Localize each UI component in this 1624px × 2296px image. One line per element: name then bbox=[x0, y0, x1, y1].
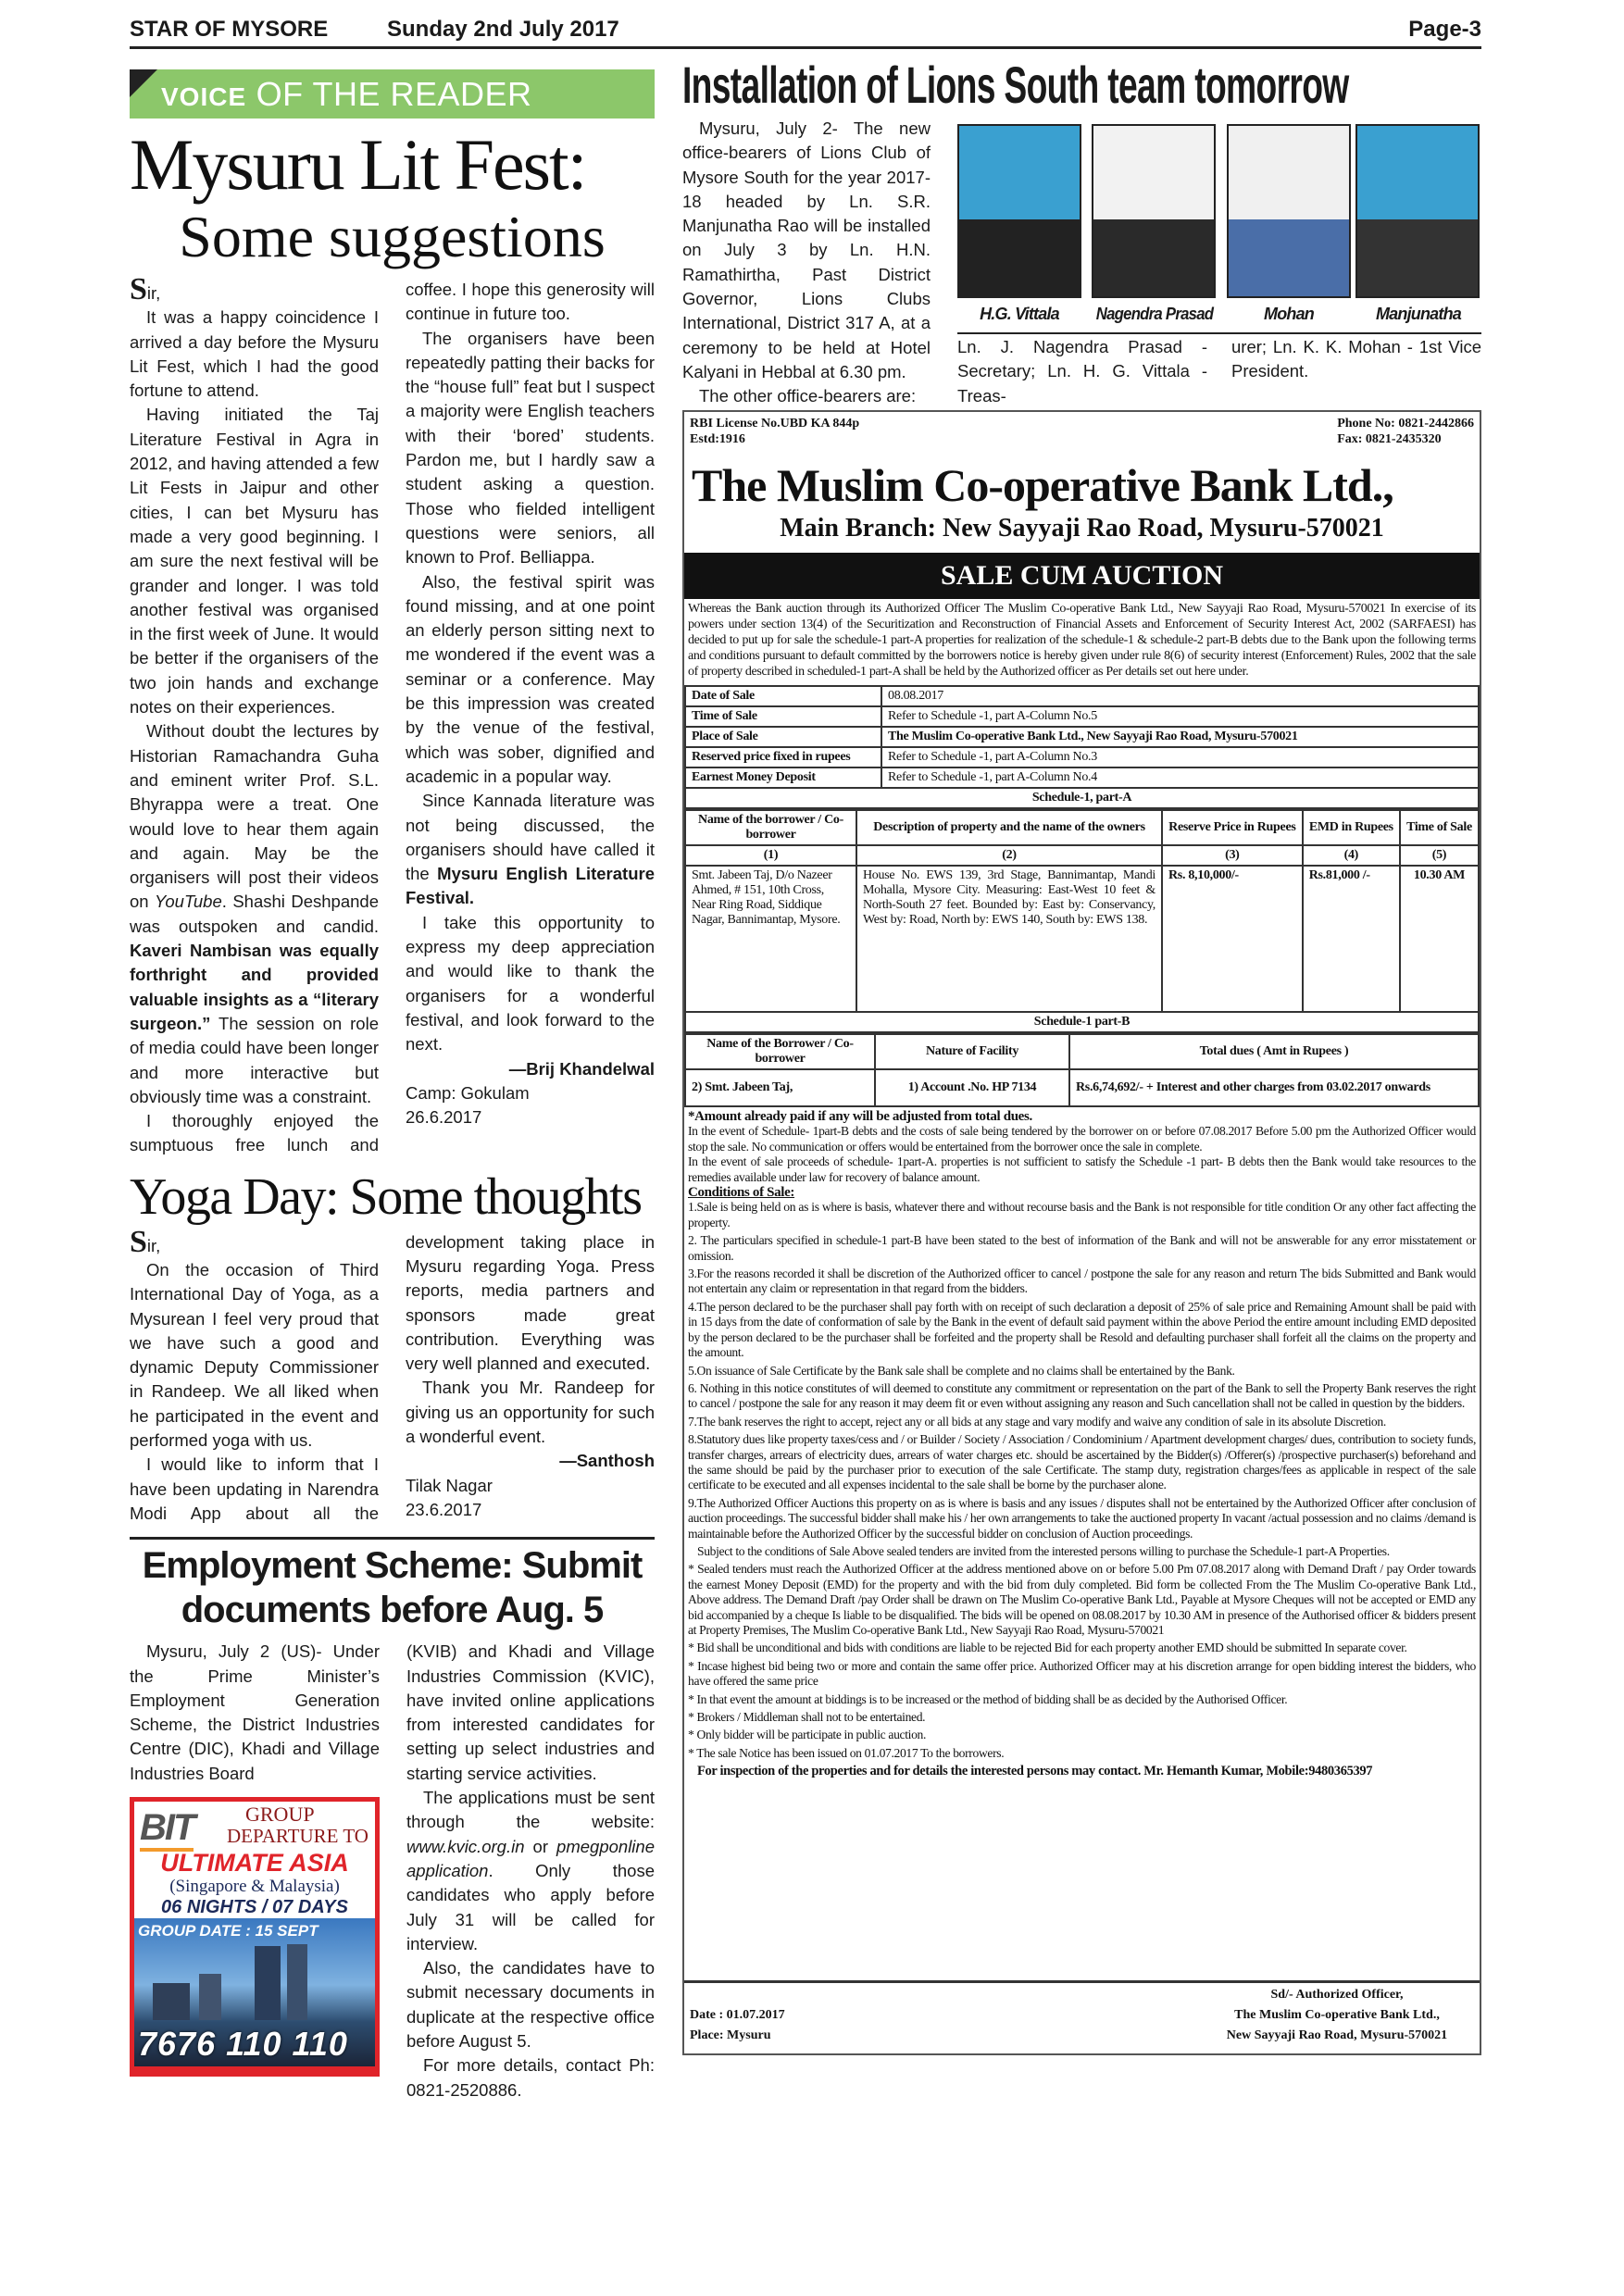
photo-nagendra-prasad bbox=[1092, 124, 1216, 298]
employment-col2: (KVIB) and Khadi and Village Industries Commission (KVIC), have invited online applications from interested candidates for setting up select industries and starting service activities. The applications must be sent through the website: www.kvic.org.in or pmegponline application. Only those candidates who apply before July 31 will be called for interview. Also, the candidates have to submit necessary documents in duplicate at the respective office before August 5. For more details, contact Ph: 0821-2520886. bbox=[406, 1641, 655, 2100]
caption-vittala: H.G. Vittala bbox=[980, 305, 1059, 323]
caption-mohan: Mohan bbox=[1264, 305, 1314, 323]
employment-body bbox=[130, 1640, 655, 2103]
header-rule bbox=[130, 46, 1481, 49]
photo-mohan bbox=[1227, 124, 1351, 298]
ad-phone: 7676 110 110 bbox=[138, 2025, 348, 2064]
paper-name: STAR OF MYSORE bbox=[130, 17, 329, 42]
left-column bbox=[130, 69, 655, 2103]
bank-name: The Muslim Co-operative Bank Ltd., bbox=[692, 459, 1393, 511]
voice-of-reader-banner: VOICE OF THE READER bbox=[130, 69, 655, 119]
litfest-subtitle: Some suggestions bbox=[179, 204, 606, 269]
schedule-part-b-table: Name of the Borrower / Co-borrower Nature of Facility Total dues ( Amt in Rupees ) 2) Smt. Jabeen Taj, 1) Account .No. HP 7134 Rs.6,74,692/- + Interest and other charges from 03.02.2017 onwards bbox=[684, 1033, 1480, 1107]
bank-auction-notice: RBI License No.UBD KA 844p Estd:1916 Phone No: 0821-2442866 Fax: 0821-2435320 The Muslim Co-operative Bank Ltd., Main Branch: New Sayyaji Rao Road, Mysuru-570021 SALE CUM AUCTION Whereas the Bank auction through its Authorized Officer The Muslim Co-operative Bank Ltd., New Sayyaji Rao Road, Mysuru-570021 In exercise of its powers under section 13(4) of the Securitization and Reconstruction of Financial Assets and Enforcement of Security Interest Act, 2002 (SARFAESI) has decided to put up for sale the schedule-1 part-A properties for realization of the schedule-1 & schedule-2 part-B debts due to the Bank upon the following terms and conditions pursuant to default committed by the borrowers notice is hereby given under rule 8(6) of security interest (Enforcement) Rules, 2002 that the sale of property described in scheduled-1 part-A shall be held by the Authorized officer as Per details set out here under. Date of Sale 08.08.2017 Time of Sale Refer to Schedule -1, part A-Column No.5 Place of Sale The Muslim Co-operative Bank Ltd., New Sayyaji Rao Road, Mysuru-570021 Reserved price fixed in rupees Refer to Schedule -1, part A-Column No.3 Earnest Money Deposit Refer to Schedule -1, part A-Column No.4 Schedule-1, part-A Name of the borrower / Co-borrower Description of property and the name of the owners Reserve Price in Rupees EMD in Rupees Time of Sale (1) (2) (3) (4) (5) Smt. Jabeen Taj, D/o Nazeer Ahmed, # 151, 10th Cross, Near Ring Road, Siddique Nagar, Bannimantap, Mysore. House No. EWS 139, 3rd Stage, Bannimantap, Mandi Mohalla, Mysore City. Measuring: East-West 10 feet & North-South 27 feet. Bounded by: East by: Conservancy, West by: Road, North by: EWS 140, South by: EWS 138. Rs. 8,10,000/- Rs.81,000 /- 10.30 AM Schedule-1 part-B Name of the Borrower / Co-borrower Nature of Facility Total dues ( Amt in Rupees ) 2) Smt. Jabeen Taj, 1) Account .No. HP 7134 Rs.6,74,692/- + Interest and other charges from 03.02.2017 onwards *Amount already paid if any will be adjusted from total dues. In the event of Schedule- 1part-B debts and the costs of sale being tendered by the borrower on or before 07.08.2017 Before 5.00 pm the Authorized Officer would stop the sale. No communication or offers would be entertained from the borrower once the sale in complete. In the event of sale proceeds of schedule- 1part-A. properties is not sufficient to satisfy the Schedule -1 part- B debts then the Bank would take resources to the remedies available under law for recovery of balance amount. Conditions of Sale: 1.Sale is being held on as is where is basis, whatever there and without recourse basis and the Bank is not responsible for title condition Or any other fact affecting the property. 2. The particulars specified in schedule-1 part-B have been stated to the best of information of the Bank and will not be answerable for any error misstatement or omission. 3.For the reasons recorded it shall be discretion of the Authorized officer to cancel / postpone the sale for any reason and return The bids Submitted and Bank would not entertain any claim or representation in that regard from the bidders. 4.The person declared to be the purchaser shall pay forth with on receipt of such declaration a deposit of 25% of sale price and Remaining Amount shall be paid with in 15 days from the date of conformation of sale by the Bank in the event of default said payment within the above Period the entire amount including EMD deposited by the person declared to be the purchaser shall be forfeited and the property shall be Resold and defaulting purchaser shall forfeit all the claims on the property and the amount. 5.On issuance of Sale Certificate by the Bank sale shall be complete and no claims shall be entertained by the Bank. 6. Nothing in this notice constitutes of will deemed to constitute any commitment or representation on the part of the Bank to sell the Property Bank reserves the right to cancel / postpone the sale for any reason it may deem fit or even without assigning any reason and Such cancellation shall not be called in question by the bidders. 7.The bank reserves the right to accept, reject any or all bids at any stage and vary modify and waive any condition of sale in its absolute Discretion. 8.Statutory dues like property taxes/cess and / or Builder / Society / Association / Condominium / Apartment development charges/ dues, contribution to society funds, transfer charges, arrears of electricity dues, arrears of water charges etc. should be ascertained by the Bidder(s) /Offerer(s) /prospective purchaser(s) beforehand and the same should be paid by the purchaser prior to execution of the sale Certificate. The stamp duty, registration charges/fees as applicable in respect of the sale certificate to be executed and all expenses incidental to the sale shall be borne by the purchaser alone. 9.The Authorized Officer Auctions this property on as is where is basis and any issues / disputes shall not be entertained by the Authorized Officer after conclusion of auction proceedings. The successful bidder shall make his / her own arrangements to take the auctioned property In vacant /actual possession and no claims /demand is maintainable before the Authorized Officer by the successful bidder on conclusion of Auction proceedings. Subject to the conditions of Sale Above sealed tenders are invited from the interested persons willing to purchase the Schedule-1 part-A Properties. * Sealed tenders must reach the Authorized Officer at the address mentioned above on or before 5.00 Pm 07.08.2017 along with Demand Draft / pay Order towards the earnest Money Deposit (EMD) for the property and with the bid from duly completed. Bid form be collected From the The Muslim Co-operative Bank Ltd., Above address. The Demand Draft /pay Order shall be drawn on The Muslim Co-operative Bank Ltd., Payable at Mysore Cheques will not be accepted or EMD any bid accompanied by a cheque Is liable to be disqualified. The bids will be opened on 08.08.2017 by 10.30 AM in presence of the Authorised officer & bidders present at Property Premises, The Muslim Co-operative Bank Ltd., New Sayyaji Rao Road, Mysuru-570021 * Bid shall be unconditional and bids with conditions are liable to be rejected Bid for each property another EMD should be submitted In separate cover. * Incase highest bid being two or more and contain the same offer price. Authorized Officer may at his discretion arrange for open bidding interest the bidders, who have offered the same price * In that event the amount at biddings is to be increased or the method of bidding shall be as decided by the Authorised Officer. * Brokers / Middleman shall not to be entertained. * Only bidder will be participate in public auction. * The sale Notice has been issued on 01.07.2017 To the borrowers. For inspection of the properties and for details the interested persons may contact. Mr. Hemanth Kumar, Mobile:9480365397 Date : 01.07.2017 Place: Mysuru Sd/- Authorized Officer, The Muslim Co-operative Bank Ltd., New Sayyaji Rao Road, Mysuru-570021 bbox=[682, 410, 1481, 2055]
lions-headline: Installation of Lions South team tomorrow bbox=[682, 56, 1349, 114]
sale-cum-auction-band: SALE CUM AUCTION bbox=[684, 553, 1480, 599]
employment-col1: Mysuru, July 2 (US)- Under the Prime Minister’s Employment Generation Scheme, the District Industries Centre (DIC), Khadi and Village Industries Board bbox=[130, 1641, 380, 1783]
caption-manjunatha: Manjunatha bbox=[1375, 305, 1461, 323]
issue-date: Sunday 2nd July 2017 bbox=[387, 17, 619, 42]
signature: —Brij Khandelwal bbox=[508, 1058, 655, 1079]
lions-body: Mysuru, July 2- The new office-bearers of Lions Club of Mysore South for the year 2017-18 headed by Ln. S.R. Manjunatha Rao will be installed on July 3 by Ln. H.N. Ramathirtha, Past District Governor, Lions Clubs International, District 317 A, at a ceremony to be held at Hotel Kalyani in Hebbal at 6.30 pm. The other office-bearers are: bbox=[682, 119, 931, 406]
page-number: Page-3 bbox=[1408, 17, 1481, 42]
photo-vittala bbox=[957, 124, 1081, 298]
section-rule bbox=[130, 1537, 655, 1540]
bit-logo: BIT bbox=[140, 1807, 194, 1852]
litfest-title: Mysuru Lit Fest: bbox=[130, 124, 586, 205]
litfest-letter: Sir, It was a happy coincidence I arrived a day before the Mysuru Lit Fest, which I had the good fortune to attend. Having initiated the Taj Literature Festival in Agra in 2012, and having attended a few Lit Fests in Jaipur and other cities, I can bet Mysuru has made a very good beginning. I am sure the next festival will be grander and longer. I was told another festival was organised in the first week of June. It would be better if the organisers of the two join hands and exchange notes on their experiences. Without doubt the lectures by Historian Ramachandra Guha and eminent writer Prof. S.L. Bhyrappa were a treat. One would love to hear them again and again. May be the organisers will post their videos on YouTube. Shashi Deshpande was outspoken and candid. Kaveri Nambisan was equally forthright and provided valuable insights as a “literary surgeon.” The session on role of media could have been longer and more interactive but obviously time was a constraint. I thoroughly enjoyed the sumptuous free lunch and coffee. I hope this generosity will continue in future too. The organisers have been repeatedly patting their backs for the “house full” feat but I suspect a majority were English teachers with their ‘bored’ students. Pardon me, but I hardly saw a student asking a question. Those who fielded intelligent questions were seniors, all known to Prof. Belliappa. Also, the festival spirit was found missing, and at one point an elderly person sitting next to me wondered if the event was a seminar or a conference. May be this impression was created by the venue of the festival, which was sober, dignified and academic in a popular way. Since Kannada literature was not being discussed, the organisers should have called it the Mysuru English Literature Festival. I take this opportunity to express my deep appreciation and would like to thank the organisers for a wonderful festival, and look forward to the next. —Brij Khandelwal Camp: Gokulam 26.6.2017 bbox=[130, 272, 655, 1155]
skyline-image: GROUP DATE : 15 SEPT 7676 110 110 bbox=[134, 1918, 375, 2066]
caption-rule bbox=[957, 332, 1481, 334]
employment-title: Employment Scheme: Submit documents before Aug. 5 bbox=[142, 1545, 643, 1631]
caption-nagendra-prasad: Nagendra Prasad bbox=[1095, 305, 1214, 323]
schedule-part-a-table: Name of the borrower / Co-borrower Description of property and the name of the owners Reserve Price in Rupees EMD in Rupees Time of Sale (1) (2) (3) (4) (5) Smt. Jabeen Taj, D/o Nazeer Ahmed, # 151, 10th Cross, Near Ring Road, Siddique Nagar, Bannimantap, Mysore. House No. EWS 139, 3rd Stage, Bannimantap, Mandi Mohalla, Mysore City. Measuring: East-West 10 feet & North-South 27 feet. Bounded by: East by: Conservancy, West by: Road, North by: EWS 140, South by: EWS 138. Rs. 8,10,000/- Rs.81,000 /- 10.30 AM Schedule-1 part-B bbox=[684, 809, 1480, 1033]
travel-ad[interactable]: BIT GROUP DEPARTURE TO ULTIMATE ASIA (Singapore & Malaysia) 06 NIGHTS / 07 DAYS GROUP DATE : 15 SEPT 7676 110 110 bbox=[130, 1797, 380, 2077]
bank-signature-block: Date : 01.07.2017 Place: Mysuru Sd/- Authorized Officer, The Muslim Co-operative Bank Ltd., New Sayyaji Rao Road, Mysuru-570021 bbox=[684, 1980, 1480, 2053]
yoga-letter: Sir, On the occasion of Third International Day of Yoga, as a Mysurean I feel very proud that we have such a good and dynamic Deputy Commissioner in Randeep. We all liked when he participated in the event and performed yoga with us. I would like to inform that I have been updating in Narendra Modi App about all the development taking place in Mysuru regarding Yoga. Press reports, media partners and sponsors made great contribution. Everything was very well planned and executed. Thank you Mr. Randeep for giving us an opportunity for such a wonderful event. —Santhosh Tilak Nagar 23.6.2017 bbox=[130, 1224, 655, 1523]
photo-manjunatha bbox=[1355, 124, 1480, 298]
yoga-title: Yoga Day: Some thoughts bbox=[130, 1167, 642, 1226]
